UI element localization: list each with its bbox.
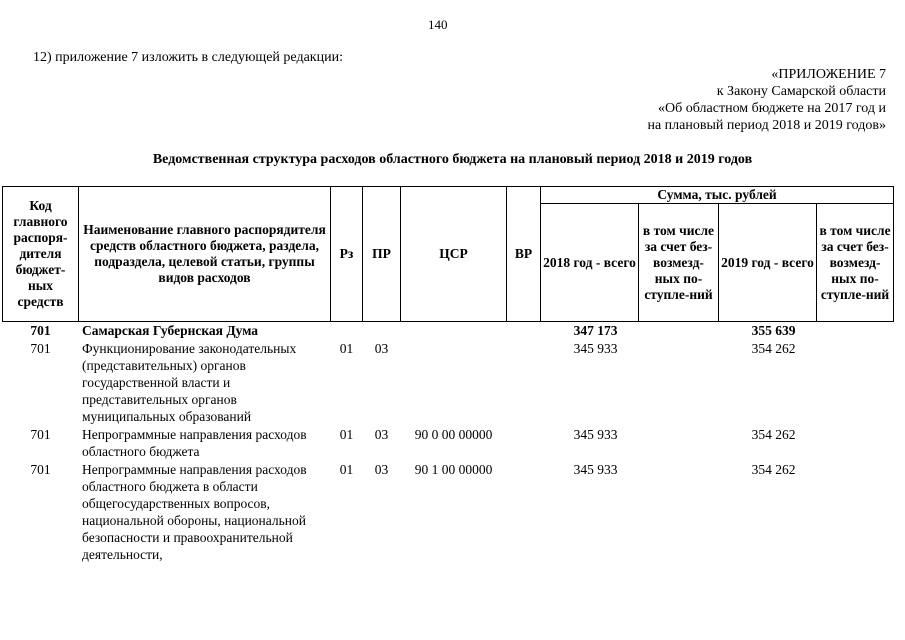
cell-name: Непрограммные направления расходов областного бюджета — [82, 427, 307, 459]
cell-2018-free — [639, 322, 719, 341]
header-rz: Рз — [331, 187, 363, 322]
cell-2018-total: 345 933 — [573, 462, 618, 477]
cell-code: 701 — [30, 323, 51, 338]
cell-2019-free — [817, 461, 894, 564]
header-vr: ВР — [507, 187, 541, 322]
appendix-heading — [647, 66, 886, 134]
cell-pr — [363, 322, 401, 341]
cell-pr: 03 — [374, 462, 389, 477]
table-row — [3, 461, 894, 564]
cell-vr — [507, 340, 541, 426]
cell-name: Непрограммные направления расходов областного бюджета в области общегосударственных вопросов, национальной обороны, национальной безопасности и правоохранительной деятельности, — [82, 462, 307, 562]
cell-code: 701 — [30, 462, 51, 477]
cell-rz — [331, 322, 363, 341]
cell-csr: 90 0 00 00000 — [414, 427, 493, 442]
table-row — [3, 426, 894, 461]
appendix-line-3: «Об областном бюджете на 2017 год и — [658, 101, 886, 116]
header-2019-total: 2019 год - всего — [719, 204, 817, 322]
cell-2018-free — [639, 461, 719, 564]
cell-name: Функционирование законодательных (представительных) органов государственной власти и представительных органов муниципальных образований — [82, 341, 297, 424]
table-body — [3, 322, 894, 565]
cell-2019-total: 354 262 — [751, 427, 796, 442]
cell-2019-free — [817, 340, 894, 426]
cell-rz: 01 — [339, 427, 354, 442]
cell-vr — [507, 322, 541, 341]
header-name: Наименование главного распорядителя средств областного бюджета, раздела, подраздела, целевой статьи, группы видов расходов — [79, 187, 331, 322]
cell-2019-total: 355 639 — [751, 323, 796, 338]
cell-2018-total: 347 173 — [573, 323, 618, 338]
cell-vr — [507, 461, 541, 564]
cell-rz: 01 — [339, 341, 354, 356]
table-title: Ведомственная структура расходов областного бюджета на плановый период 2018 и 2019 годов — [152, 152, 753, 167]
cell-csr: 90 1 00 00000 — [414, 462, 493, 477]
cell-2018-total: 345 933 — [573, 427, 618, 442]
cell-pr: 03 — [374, 341, 389, 356]
header-pr: ПР — [363, 187, 401, 322]
header-2019-free: в том числе за счет без-возмезд-ных по-ступле-ний — [817, 204, 894, 322]
cell-csr — [401, 340, 507, 426]
header-csr: ЦСР — [401, 187, 507, 322]
cell-rz: 01 — [339, 462, 354, 477]
appendix-line-1: «ПРИЛОЖЕНИЕ 7 — [771, 67, 886, 82]
intro-text: 12) приложение 7 изложить в следующей редакции: — [33, 50, 343, 65]
cell-2018-total: 345 933 — [573, 341, 618, 356]
cell-2019-free — [817, 426, 894, 461]
cell-2019-free — [817, 322, 894, 341]
appendix-line-2: к Закону Самарской области — [716, 84, 886, 99]
cell-name: Самарская Губернская Дума — [82, 323, 259, 338]
cell-csr — [401, 322, 507, 341]
cell-pr: 03 — [374, 427, 389, 442]
cell-vr — [507, 426, 541, 461]
cell-code: 701 — [30, 341, 51, 356]
header-code: Код главного распоря-дителя бюджет-ных средств — [3, 187, 79, 322]
header-2018-total: 2018 год - всего — [541, 204, 639, 322]
cell-code: 701 — [30, 427, 51, 442]
cell-2018-free — [639, 426, 719, 461]
budget-table — [2, 186, 894, 564]
cell-2018-free — [639, 340, 719, 426]
cell-2019-total: 354 262 — [751, 462, 796, 477]
header-2018-free: в том числе за счет без-возмезд-ных по-ступле-ний — [639, 204, 719, 322]
page-number: 140 — [428, 17, 448, 32]
table-row — [3, 322, 894, 341]
table-row — [3, 340, 894, 426]
header-sum-group: Сумма, тыс. рублей — [541, 187, 894, 204]
appendix-line-4: на плановый период 2018 и 2019 годов» — [647, 118, 886, 133]
cell-2019-total: 354 262 — [751, 341, 796, 356]
table-header — [3, 187, 894, 322]
